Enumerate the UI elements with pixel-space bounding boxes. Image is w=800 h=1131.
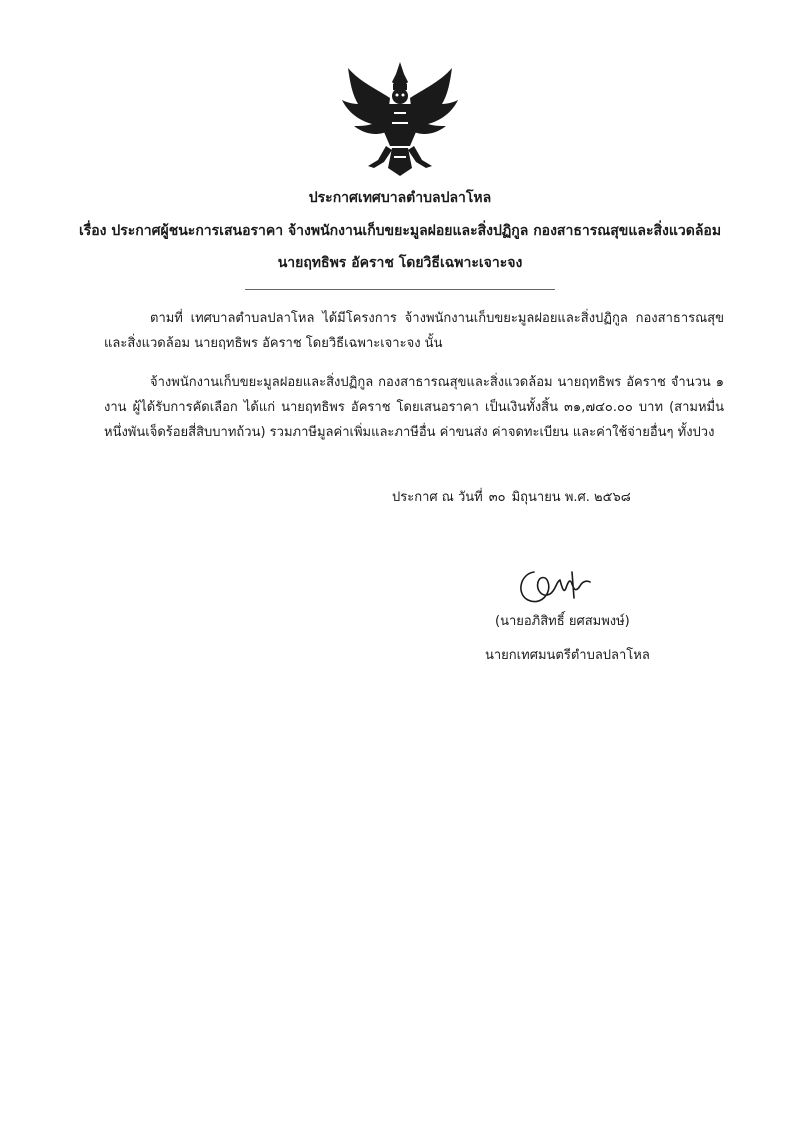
- signatory-position: นายกเทศมนตรีตำบลปลาโหล: [485, 648, 650, 663]
- garuda-emblem-icon: [338, 60, 462, 178]
- signature-mark: [512, 564, 594, 608]
- body-paragraph-2: [104, 370, 724, 445]
- date-month-year: มิถุนายน พ.ศ. ๒๕๖๘: [511, 490, 631, 505]
- signatory-name: (นายอภิสิทธิ์ ยศสมพงษ์): [495, 614, 630, 629]
- header-divider: [245, 289, 555, 290]
- announcement-date: [392, 488, 631, 508]
- paragraph-1-text: ตามที่ เทศบาลตำบลปลาโหล ได้มีโครงการ จ้างพนักงานเก็บขยะมูลฝอยและสิ่งปฏิกูล กองสาธารณสุขและสิ่งแวดล้อม นายฤทธิพร อัคราช โดยวิธีเฉพาะเจาะจง นั้น: [104, 311, 724, 351]
- announcement-contractor: นายฤทธิพร อัคราช โดยวิธีเฉพาะเจาะจง: [277, 255, 523, 271]
- date-day: ๓๐: [488, 490, 506, 505]
- announcement-title: ประกาศเทศบาลตำบลปลาโหล: [308, 190, 492, 206]
- announcement-subject: เรื่อง ประกาศผู้ชนะการเสนอราคา จ้างพนักงานเก็บขยะมูลฝอยและสิ่งปฏิกูล กองสาธารณสุขและสิ่งแวดล้อม: [78, 223, 722, 239]
- paragraph-2-text: จ้างพนักงานเก็บขยะมูลฝอยและสิ่งปฏิกูล กองสาธารณสุขและสิ่งแวดล้อม นายฤทธิพร อัคราช จำนวน ๑ งาน ผู้ได้รับการคัดเลือก ได้แก่ นายฤทธิพร อัคราช โดยเสนอราคา เป็นเงินทั้งสิ้น ๓๑,๗๔๐.๐๐ บาท (สามหมื่นหนึ่งพันเจ็ดร้อยสี่สิบบาทถ้วน) รวมภาษีมูลค่าเพิ่มและภาษีอื่น ค่าขนส่ง ค่าจดทะเบียน และค่าใช้จ่ายอื่นๆ ทั้งปวง: [104, 375, 724, 440]
- date-prefix: ประกาศ ณ วันที่: [392, 490, 483, 505]
- body-paragraph-1: [104, 306, 724, 356]
